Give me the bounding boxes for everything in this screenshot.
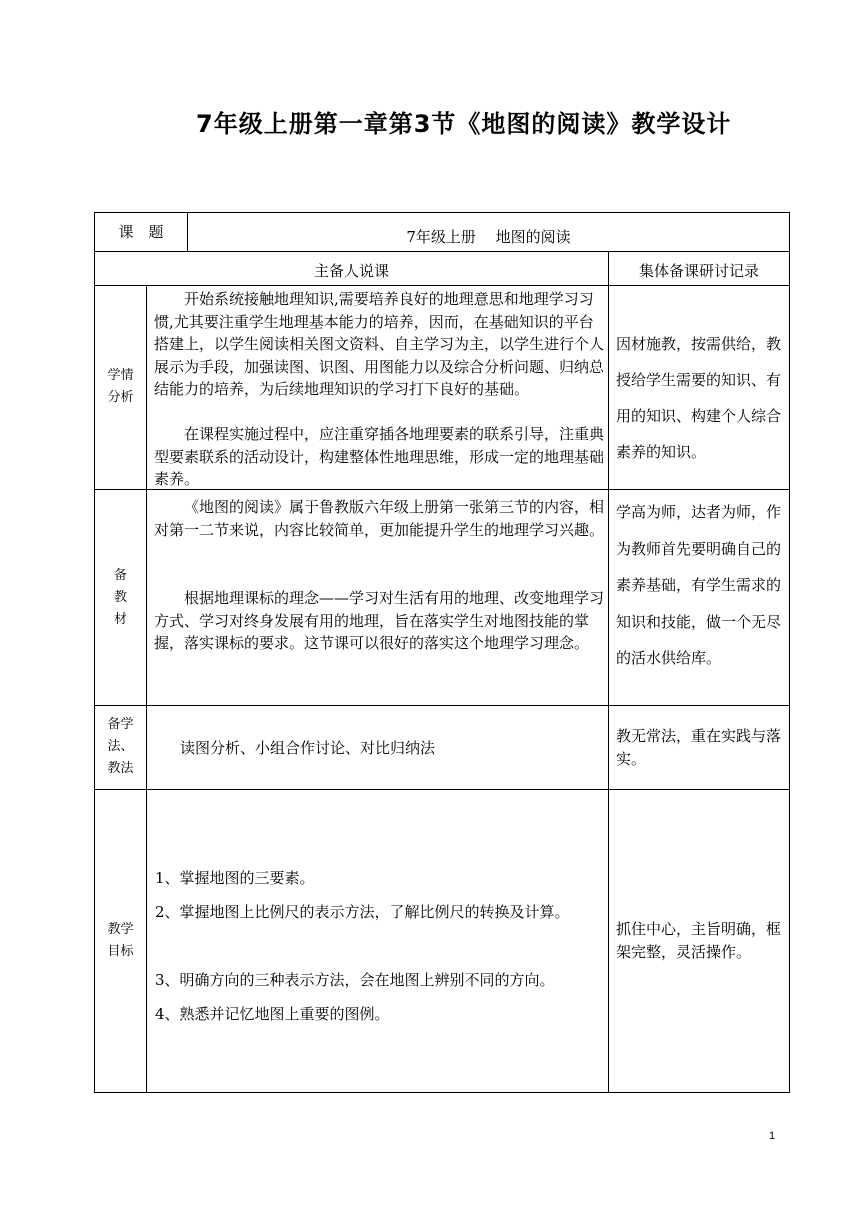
- learning-analysis-paragraph: 在课程实施过程中，应注重穿插各地理要素的联系引导，注重典型要素联系的活动设计，构建整体性地理思维，形成一定的地理基础素养。: [154, 425, 605, 488]
- table-border: [94, 1092, 790, 1093]
- topic-label: 课 题: [118, 223, 164, 241]
- section-label-materials: 备 教 材: [113, 568, 127, 627]
- objective-item: 2、掌握地图上比例尺的表示方法，了解比例尺的转换及计算。: [155, 903, 570, 921]
- topic-value: 7年级上册 地图的阅读: [406, 228, 571, 246]
- table-border: [94, 251, 790, 252]
- materials-paragraph: 《地图的阅读》属于鲁教版六年级上册第一张第三节的内容，相对第一二节来说，内容比较简单，更加能提升学生的地理学习兴趣。: [154, 498, 605, 539]
- table-border: [789, 212, 790, 1093]
- table-border: [94, 789, 790, 790]
- table-border: [146, 285, 147, 1093]
- objectives-note: 抓住中心，主旨明确，框架完整，灵活操作。: [616, 920, 782, 961]
- materials-paragraph: 根据地理课标的理念——学习对生活有用的地理、改变地理学习方式、学习对终身发展有用的地理，旨在落实学生对地图技能的掌握，落实课标的要求。这节课可以很好的落实这个地理学习理念。: [154, 589, 605, 652]
- objective-item: 1、掌握地图的三要素。: [155, 869, 315, 887]
- presenter-header: 主备人说课: [313, 262, 389, 280]
- learning-analysis-note: 因材施教，按需供给，教授给学生需要的知识、有用的知识、构建个人综合素养的知识。: [616, 335, 782, 461]
- methods-note: 教无常法，重在实践与落实。: [616, 727, 782, 768]
- document-title: 7年级上册第一章第3节《地图的阅读》教学设计: [196, 110, 732, 138]
- section-label-objectives: 教学 目标: [107, 922, 134, 959]
- table-border: [94, 212, 790, 213]
- section-label-methods: 备学 法、 教法: [107, 717, 134, 776]
- learning-analysis-paragraph: 开始系统接触地理知识,需要培养良好的地理意思和地理学习习惯,尤其要注重学生地理基本能力的培养，因而，在基础知识的平台搭建上，以学生阅读相关图文资料、自主学习为主，以学生进行个人展示为手段，加强读图、识图、用图能力以及综合分析问题、归纳总结能力的培养，为后续地理知识的学习打下良好的基础。: [154, 290, 605, 398]
- methods-content: 读图分析、小组合作讨论、对比归纳法: [180, 739, 436, 757]
- table-border: [94, 285, 790, 286]
- table-border: [94, 705, 790, 706]
- objective-item: 4、熟悉并记忆地图上重要的图例。: [155, 1005, 390, 1023]
- table-border: [608, 251, 609, 1093]
- objective-item: 3、明确方向的三种表示方法，会在地图上辨别不同的方向。: [155, 971, 555, 989]
- collective-record-header: 集体备课研讨记录: [638, 262, 759, 280]
- materials-note: 学高为师，达者为师，作为教师首先要明确自己的素养基础，有学生需求的知识和技能，做一个无尽的活水供给库。: [616, 503, 782, 667]
- section-label-learning-analysis: 学情 分析: [107, 368, 134, 405]
- page-number: 1: [768, 1130, 776, 1142]
